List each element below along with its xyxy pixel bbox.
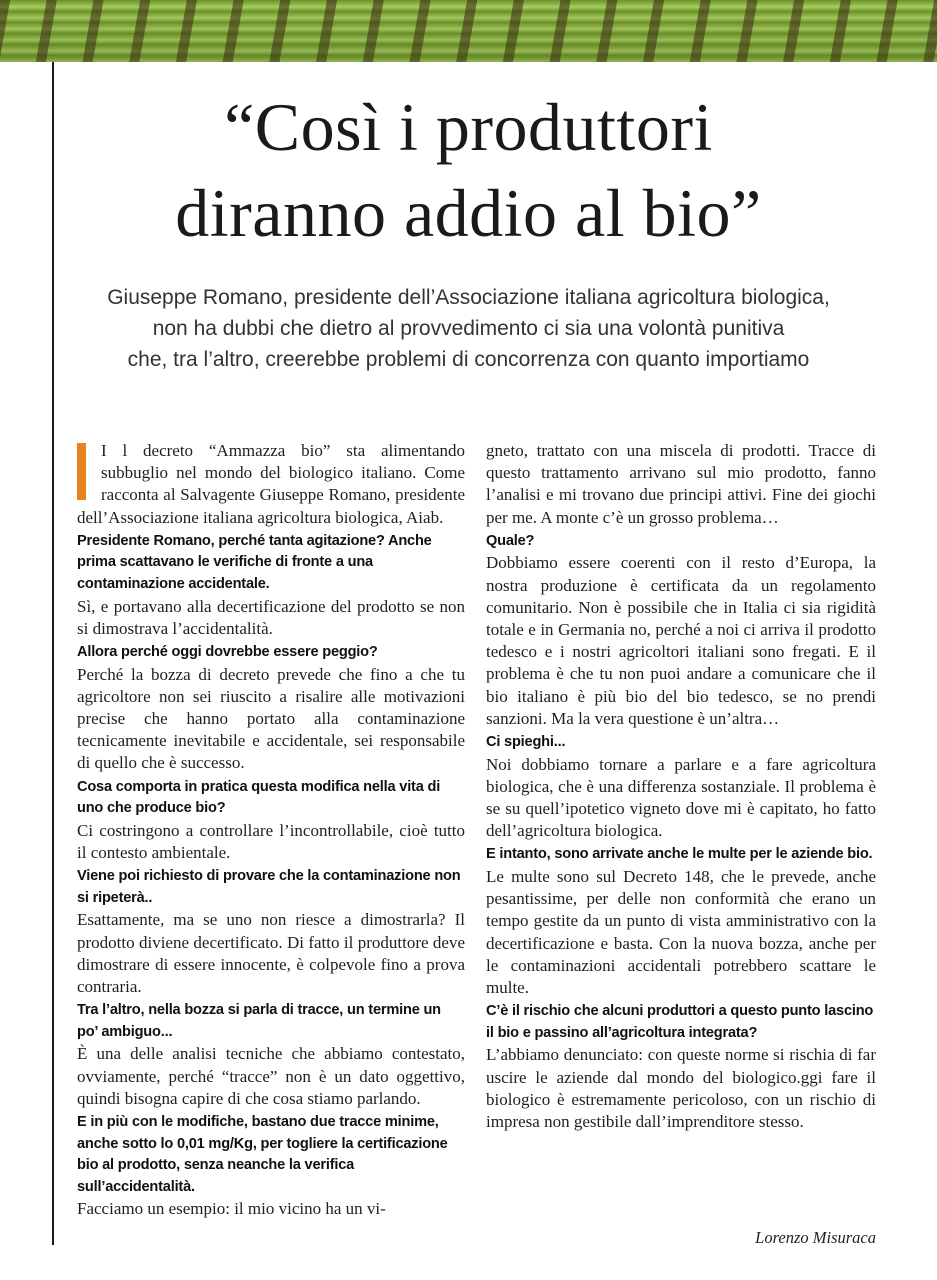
author-signature: Lorenzo Misuraca xyxy=(755,1228,876,1247)
answer-7: Dobbiamo essere coerenti con il resto d’Europa, la nostra produzione è certificata da un regolamento comunitario. Non è possibile che in Italia ci sia rigidità totale e in Germania no, perché a noi ci arriva il prodotto tedesco e i nostri agricoltori italiani sono fregati. E il problema è che tu non puoi andare a comunicare che il bio italiano è più bio del bio tedesco, se no prendi sanzioni. Ma la vera questione è un’altra… xyxy=(486,553,876,728)
left-vertical-rule xyxy=(52,62,54,1245)
answer-6-start: Facciamo un esempio: il mio vicino ha un vi- xyxy=(77,1199,386,1219)
answer-10: L’abbiamo denunciato: con queste norme si rischia di far uscire le aziende dal mondo del biologico.ggi fare il biologico è estremamente pericoloso, con un rischio di impresa non gestibile dall’imprenditore stesso. xyxy=(486,1045,876,1132)
subtitle-line-3: che, tra l’altro, creerebbe problemi di concorrenza con quanto importiamo xyxy=(127,348,810,371)
answer-3: Ci costringono a controllare l’incontrollabile, cioè tutto il contesto ambientale. xyxy=(77,820,465,862)
question-4: Viene poi richiesto di provare che la contaminazione non si ripeterà.. xyxy=(77,868,461,906)
question-3: Cosa comporta in pratica questa modifica nella vita di uno che produce bio? xyxy=(77,778,441,817)
answer-6-continued: gneto, trattato con una miscela di prodotti. Tracce di questo trattamento arrivano sul mio prodotto, fanno l’analisi e mi trovano due principi attivi. Fine dei giochi per me. A monte c’è un grosso problema… xyxy=(486,441,876,527)
question-10: C’è il rischio che alcuni produttori a questo punto lascino il bio e passino all’agricoltura integrata? xyxy=(486,1003,874,1041)
question-1: Presidente Romano, perché tanta agitazione? Anche prima scattavano le verifiche di fronte a una contaminazione accidentale. xyxy=(77,532,432,592)
question-6: E in più con le modifiche, bastano due tracce minime, anche sotto lo 0,01 mg/Kg, per togliere la certificazione bio al prodotto, senza neanche la verifica sull’accidentalità. xyxy=(77,1114,448,1195)
article-headline xyxy=(60,84,877,256)
intro-paragraph: I l decreto “Ammazza bio” sta alimentando subbuglio nel mondo del biologico italiano. Come racconta al Salvagente Giuseppe Romano, presidente dell’Associazione italiana agricoltura biologica, Aiab. xyxy=(77,441,465,527)
orange-accent-bar xyxy=(77,443,86,500)
answer-9: Le multe sono sul Decreto 148, che le prevede, anche pesantissime, per delle non conformità che erano un tempo gestite da un punto di vista amministrativo con la decertificazione e basta. Con la nuova bozza, anche per le contaminazioni accidentali potrebbero scattare le multe. xyxy=(486,867,876,998)
answer-8: Noi dobbiamo tornare a parlare e a fare agricoltura biologica, che è una differenza sostanziale. Il problema è se su quell’ipotetico vigneto dove mi è capitato, ho fatto dell’agricoltura biologica. xyxy=(486,754,876,841)
left-text-column xyxy=(77,440,465,1221)
header-photo-shade xyxy=(0,0,937,62)
question-7: Quale? xyxy=(486,532,535,549)
intro-paragraph-block xyxy=(77,440,465,529)
question-8: Ci spieghi... xyxy=(486,734,566,751)
question-9: E intanto, sono arrivate anche le multe per le aziende bio. xyxy=(486,846,873,863)
right-text-column xyxy=(486,440,876,1133)
answer-5: È una delle analisi tecniche che abbiamo contestato, ovviamente, perché “tracce” non è un dato oggettivo, quindi bisogna capire di che cosa stiamo parlando. xyxy=(77,1044,465,1108)
subtitle-line-2: non ha dubbi che dietro al provvedimento ci sia una volontà punitiva xyxy=(152,317,785,340)
question-5: Tra l’altro, nella bozza si parla di tracce, un termine un po’ ambiguo... xyxy=(77,1002,441,1040)
answer-1: Sì, e portavano alla decertificazione del prodotto se non si dimostrava l’accidentalità. xyxy=(77,596,465,638)
headline-line-2: diranno addio al bio” xyxy=(175,175,762,251)
article-subtitle xyxy=(60,282,877,375)
subtitle-line-1: Giuseppe Romano, presidente dell’Associazione italiana agricoltura biologica, xyxy=(107,286,830,309)
headline-line-1: “Così i produttori xyxy=(224,89,713,165)
question-2: Allora perché oggi dovrebbe essere peggio? xyxy=(77,644,378,660)
answer-4: Esattamente, ma se uno non riesce a dimostrarla? Il prodotto diviene decertificato. Di fatto il produttore deve dimostrare di essere innocente, è colpevole fino a prova contraria. xyxy=(77,910,465,996)
answer-2: Perché la bozza di decreto prevede che fino a che tu agricoltore non sei riuscito a risalire alle motivazioni precise che hanno portato alla contaminazione tecnicamente inevitabile e accidentale, sei responsabile di quello che è successo. xyxy=(77,664,465,773)
header-field-photo xyxy=(0,0,937,62)
